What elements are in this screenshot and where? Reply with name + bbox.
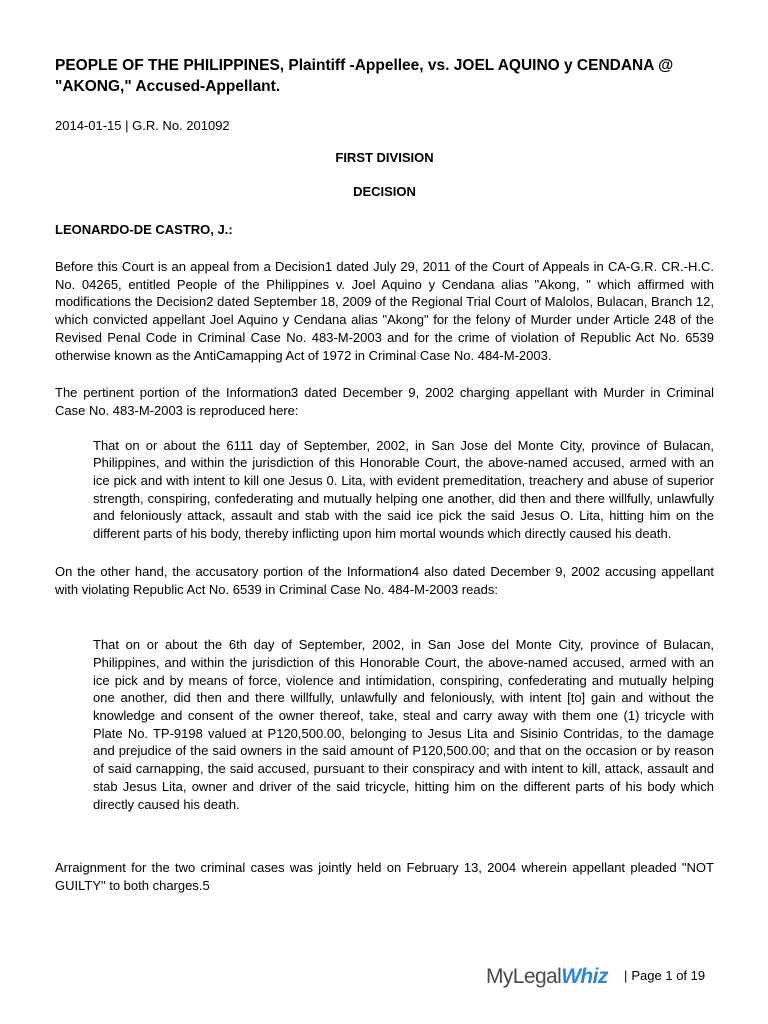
block-quote-2: That on or about the 6th day of September, 2002, in San Jose del Monte City, province of Bulacan, Philippines, and within the jurisdiction of this Honorable Court, the above-named accused, armed with an ice pick and by means of force, violence and intimidation, conspiring, confederating and mutually helping one another, did then and there willfully, unlawfully and feloniously, with intent [to] gain and without the knowledge and consent of the owner thereof, take, steal and carry away with them one (1) tricycle with Plate No. TP-9198 valued at P120,500.00, belonging to Jesus Lita and Sisinio Contridas, to the damage and prejudice of the said owners in the said amount of P120,500.00; and that on the occasion or by reason of said carnapping, the said accused, pursuant to their conspiracy and with intent to kill, attack, assault and stab Jesus Lita, owner and driver of the said tricycle, hitting him on the different parts of his body which directly caused his death. bbox=[93, 637, 714, 812]
svg-text:MyLegalWhiz bbox=[486, 965, 609, 988]
paragraph-3: On the other hand, the accusatory portion of the Information4 also dated December 9, 2002 accusing appellant with violating Republic Act No. 6539 in Criminal Case No. 484-M-2003 reads: bbox=[55, 563, 714, 597]
paragraph-4: Arraignment for the two criminal cases was jointly held on February 13, 2004 wherein appellant pleaded "NOT GUILTY" to both charges.5 bbox=[55, 860, 714, 893]
paragraph-2: The pertinent portion of the Information3 dated December 9, 2002 charging appellant with Murder in Criminal Case No. 483-M-2003 is reproduced here: bbox=[55, 385, 714, 418]
case-meta: 2014-01-15 | G.R. No. 201092 bbox=[55, 118, 230, 133]
paragraph-1: Before this Court is an appeal from a Decision1 dated July 29, 2011 of the Court of Appeals in CA-G.R. CR.-H.C. No. 04265, entitled People of the Philippines v. Joel Aquino y Cendana alias "Akong, " which affirmed with modifications the Decision2 dated September 18, 2009 of the Regional Trial Court of Malolos, Bulacan, Branch 12, which convicted appellant Joel Aquino y Cendana alias "Akong" for the felony of Murder under Article 248 of the Revised Penal Code in Criminal Case No. 483-M-2003 and for the crime of violation of Republic Act No. 6539 otherwise known as the AntiCamapping Act of 1972 in Criminal Case No. 484-M-2003. bbox=[55, 259, 714, 363]
logo-text-whiz: Whiz bbox=[561, 965, 608, 988]
logo-text-mylegal: MyLegal bbox=[486, 965, 562, 988]
document-page bbox=[55, 55, 714, 895]
ponente: LEONARDO-DE CASTRO, J.: bbox=[55, 222, 233, 237]
case-title: PEOPLE OF THE PHILIPPINES, Plaintiff -Appellee, vs. JOEL AQUINO y CENDANA @ "AKONG," Accused-Appellant. bbox=[55, 57, 674, 95]
footer-separator: | bbox=[624, 967, 628, 983]
mylegalwhiz-logo bbox=[486, 960, 616, 990]
block-quote-1: That on or about the 6111 day of September, 2002, in San Jose del Monte City, province of Bulacan, Philippines, and within the jurisdiction of this Honorable Court, the above-named accused, armed with an ice pick and with intent to kill one Jesus 0. Lita, with evident premeditation, treachery and abuse of superior strength, conspiring, confederating and mutually helping one another, did then and there willfully, unlawfully and feloniously attack, assault and stab with the said ice pick the said Jesus O. Lita, hitting him on the different parts of his body, thereby inflicting upon him mortal wounds which directly caused his death. bbox=[93, 437, 714, 542]
decision-heading: DECISION bbox=[353, 184, 416, 199]
division-heading: FIRST DIVISION bbox=[335, 150, 434, 165]
page-footer bbox=[486, 960, 705, 990]
page-number: Page 1 of 19 bbox=[631, 967, 706, 983]
